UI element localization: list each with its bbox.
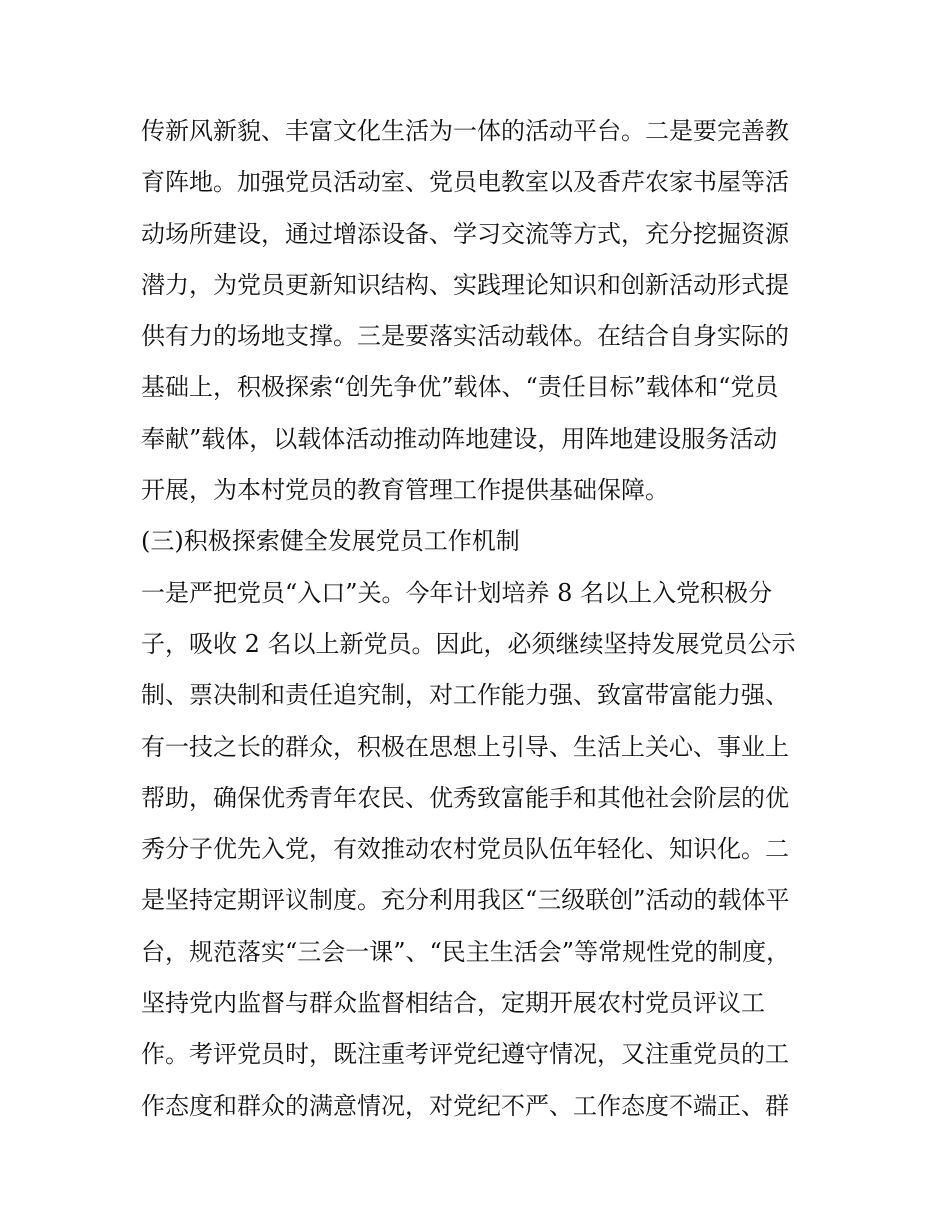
text-line: 制、票决制和责任追究制，对工作能力强、致富带富能力强、	[141, 681, 789, 710]
text-line: 供有力的场地支撑。三是要落实活动载体。在结合自身实际的	[141, 322, 789, 351]
section-heading: (三)积极探索健全发展党员工作机制	[141, 527, 520, 556]
body-text	[141, 106, 831, 1132]
text-line: 奉献”载体，以载体活动推动阵地建设，用阵地建设服务活动	[141, 424, 778, 453]
text-line: 子，吸收 2 名以上新党员。因此，必须继续坚持发展党员公示	[141, 629, 796, 658]
text-line: 坚持党内监督与群众监督相结合，定期开展农村党员评议工	[141, 989, 765, 1018]
text-line: 育阵地。加强党员活动室、党员电教室以及香芹农家书屋等活	[141, 168, 789, 197]
text-line: 是坚持定期评议制度。充分利用我区“三级联创”活动的载体平	[141, 886, 790, 915]
text-line: 帮助，确保优秀青年农民、优秀致富能手和其他社会阶层的优	[141, 783, 789, 812]
text-line: 开展，为本村党员的教育管理工作提供基础保障。	[141, 476, 669, 505]
text-line: 传新风新貌、丰富文化生活为一体的活动平台。二是要完善教	[141, 117, 789, 145]
text-line: 作。考评党员时，既注重考评党纪遵守情况，又注重党员的工	[141, 1040, 789, 1069]
text-line: 秀分子优先入党，有效推动农村党员队伍年轻化、知识化。二	[141, 835, 789, 864]
text-line: 潜力，为党员更新知识结构、实践理论知识和创新活动形式提	[141, 270, 789, 299]
text-line: 作态度和群众的满意情况，对党纪不严、工作态度不端正、群	[141, 1091, 789, 1120]
text-line: 有一技之长的群众，积极在思想上引导、生活上关心、事业上	[141, 732, 789, 761]
text-line: 台，规范落实“三会一课”、“民主生活会”等常规性党的制度，	[141, 937, 791, 966]
text-line: 一是严把党员“入口”关。今年计划培养 8 名以上入党积极分	[141, 578, 773, 607]
text-line: 动场所建设，通过增添设备、学习交流等方式，充分挖掘资源	[141, 219, 789, 248]
text-line: 基础上，积极探索“创先争优”载体、“责任目标”载体和“党员	[141, 373, 779, 402]
